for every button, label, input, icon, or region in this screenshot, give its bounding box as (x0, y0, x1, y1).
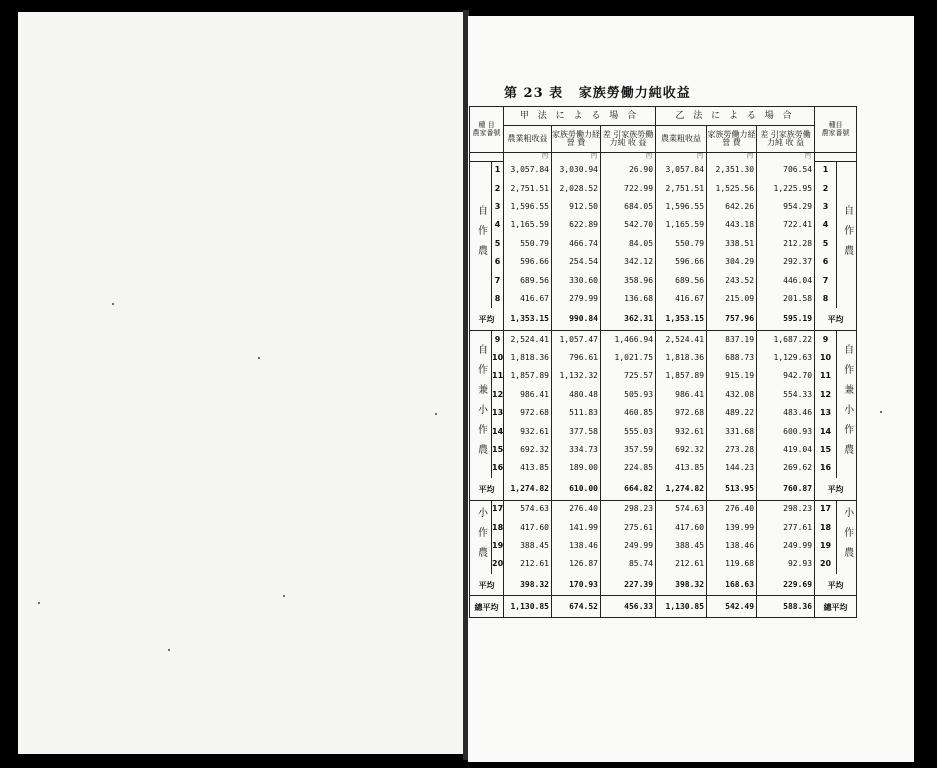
table-row (470, 179, 857, 197)
avg-a-gross: 1,274.82 (504, 478, 552, 500)
table-row (470, 441, 857, 459)
header-b-gross: 農業粗收益 (656, 126, 707, 153)
cell-a-gross: 574.63 (504, 500, 552, 518)
table-row (470, 500, 857, 518)
farm-number: 17 (492, 500, 504, 518)
cell-a-gross: 550.79 (504, 235, 552, 253)
average-label-right: 平均 (815, 478, 857, 500)
group-label-right: 小作農 (837, 500, 857, 574)
dust-speck (283, 595, 285, 597)
cell-b-gross: 212.61 (656, 555, 707, 573)
dust-speck (168, 649, 170, 651)
cell-a-net: 84.05 (601, 235, 656, 253)
unit-label: 円 (552, 153, 601, 162)
cell-a-gross: 1,818.36 (504, 349, 552, 367)
dust-speck (258, 357, 260, 359)
avg-b-gross: 1,353.15 (656, 308, 707, 330)
table-row (470, 537, 857, 555)
farm-number-right: 9 (815, 331, 837, 349)
avg-b-cost: 513.95 (707, 478, 757, 500)
cell-b-gross: 932.61 (656, 422, 707, 440)
cell-b-cost: 688.73 (707, 349, 757, 367)
farm-number: 18 (492, 518, 504, 536)
left-blank-page (18, 12, 466, 754)
farm-number-right: 10 (815, 349, 837, 367)
cell-b-gross: 2,524.41 (656, 331, 707, 349)
farm-number-right: 15 (815, 441, 837, 459)
cell-a-cost: 1,132.32 (552, 367, 601, 385)
cell-b-gross: 1,857.89 (656, 367, 707, 385)
farm-number: 15 (492, 441, 504, 459)
cell-a-gross: 2,751.51 (504, 179, 552, 197)
farm-number-right: 14 (815, 422, 837, 440)
grand-average-label: 總平均 (470, 596, 504, 618)
cell-b-net: 1,129.63 (757, 349, 815, 367)
average-row (470, 478, 857, 500)
average-row (470, 574, 857, 596)
header-b-cost: 家族勞働力経 營 費 (707, 126, 757, 153)
cell-a-net: 684.05 (601, 198, 656, 216)
farm-number: 14 (492, 422, 504, 440)
farm-number: 1 (492, 161, 504, 179)
cell-a-net: 460.85 (601, 404, 656, 422)
farm-number-right: 18 (815, 518, 837, 536)
cell-a-cost: 3,030.94 (552, 161, 601, 179)
cell-b-net: 292.37 (757, 253, 815, 271)
header-a-gross: 農業粗收益 (504, 126, 552, 153)
farm-number: 2 (492, 179, 504, 197)
cell-b-gross: 689.56 (656, 271, 707, 289)
cell-a-net: 555.03 (601, 422, 656, 440)
cell-a-gross: 3,057.84 (504, 161, 552, 179)
cell-b-cost: 338.51 (707, 235, 757, 253)
cell-a-net: 298.23 (601, 500, 656, 518)
cell-b-gross: 3,057.84 (656, 161, 707, 179)
avg-b-net: 595.19 (757, 308, 815, 330)
farm-number-right: 6 (815, 253, 837, 271)
cell-a-net: 26.90 (601, 161, 656, 179)
farm-number-right: 13 (815, 404, 837, 422)
cell-a-cost: 138.46 (552, 537, 601, 555)
cell-a-net: 224.85 (601, 459, 656, 477)
table-row (470, 198, 857, 216)
cell-b-cost: 273.28 (707, 441, 757, 459)
cell-a-net: 85.74 (601, 555, 656, 573)
header-a-net: 差 引家族勞働力純 收 益 (601, 126, 656, 153)
cell-a-net: 1,466.94 (601, 331, 656, 349)
group-label-right: 自作農 (837, 161, 857, 308)
cell-b-cost: 138.46 (707, 537, 757, 555)
group-label-right: 自作兼小作農 (837, 331, 857, 478)
header-method-b: 乙 法 に よ る 場 合 (656, 107, 815, 126)
total-a-cost: 674.52 (552, 596, 601, 618)
cell-b-net: 554.33 (757, 386, 815, 404)
avg-a-gross: 1,353.15 (504, 308, 552, 330)
cell-b-net: 212.28 (757, 235, 815, 253)
cell-a-gross: 986.41 (504, 386, 552, 404)
cell-a-net: 136.68 (601, 290, 656, 308)
farm-number: 20 (492, 555, 504, 573)
table-row (470, 386, 857, 404)
farm-number: 9 (492, 331, 504, 349)
cell-b-net: 92.93 (757, 555, 815, 573)
cell-a-cost: 480.48 (552, 386, 601, 404)
cell-a-gross: 1,857.89 (504, 367, 552, 385)
farm-number-right: 5 (815, 235, 837, 253)
average-label: 平均 (470, 308, 504, 330)
cell-b-cost: 642.26 (707, 198, 757, 216)
average-label-right: 平均 (815, 574, 857, 596)
cell-a-cost: 912.50 (552, 198, 601, 216)
total-a-net: 456.33 (601, 596, 656, 618)
farm-number-right: 20 (815, 555, 837, 573)
cell-b-cost: 2,351.30 (707, 161, 757, 179)
cell-b-cost: 119.68 (707, 555, 757, 573)
avg-a-cost: 610.00 (552, 478, 601, 500)
net-income-table (469, 106, 857, 618)
cell-b-net: 483.46 (757, 404, 815, 422)
cell-b-cost: 331.68 (707, 422, 757, 440)
cell-a-gross: 692.32 (504, 441, 552, 459)
farm-number-right: 3 (815, 198, 837, 216)
group-label-left: 自作兼小作農 (470, 331, 492, 478)
table-row (470, 331, 857, 349)
cell-b-net: 1,687.22 (757, 331, 815, 349)
farm-number: 16 (492, 459, 504, 477)
table-row (470, 271, 857, 289)
cell-a-gross: 972.68 (504, 404, 552, 422)
avg-a-cost: 170.93 (552, 574, 601, 596)
table-row (470, 518, 857, 536)
dust-speck (435, 413, 437, 415)
cell-a-cost: 276.40 (552, 500, 601, 518)
farm-number: 19 (492, 537, 504, 555)
cell-b-gross: 972.68 (656, 404, 707, 422)
table-row (470, 290, 857, 308)
farm-number: 12 (492, 386, 504, 404)
cell-a-gross: 388.45 (504, 537, 552, 555)
farm-number: 7 (492, 271, 504, 289)
farm-number: 10 (492, 349, 504, 367)
cell-b-gross: 413.85 (656, 459, 707, 477)
cell-b-net: 298.23 (757, 500, 815, 518)
cell-b-net: 706.54 (757, 161, 815, 179)
cell-b-gross: 388.45 (656, 537, 707, 555)
farm-number: 5 (492, 235, 504, 253)
unit-label: 円 (504, 153, 552, 162)
header-b-net: 差 引家族勞働力純 收 益 (757, 126, 815, 153)
farm-number-right: 19 (815, 537, 837, 555)
total-b-cost: 542.49 (707, 596, 757, 618)
cell-a-cost: 796.61 (552, 349, 601, 367)
cell-a-cost: 141.99 (552, 518, 601, 536)
farm-number: 8 (492, 290, 504, 308)
cell-a-gross: 417.60 (504, 518, 552, 536)
cell-b-gross: 416.67 (656, 290, 707, 308)
farm-number: 11 (492, 367, 504, 385)
cell-b-gross: 692.32 (656, 441, 707, 459)
avg-b-net: 229.69 (757, 574, 815, 596)
dust-speck (112, 303, 114, 305)
farm-number: 13 (492, 404, 504, 422)
farm-number: 6 (492, 253, 504, 271)
cell-b-cost: 489.22 (707, 404, 757, 422)
table-row (470, 422, 857, 440)
avg-b-gross: 1,274.82 (656, 478, 707, 500)
grand-average-row (470, 596, 857, 618)
cell-a-net: 505.93 (601, 386, 656, 404)
table-row (470, 253, 857, 271)
farm-number-right: 17 (815, 500, 837, 518)
cell-a-cost: 279.99 (552, 290, 601, 308)
cell-b-net: 277.61 (757, 518, 815, 536)
cell-b-cost: 215.09 (707, 290, 757, 308)
avg-a-net: 664.82 (601, 478, 656, 500)
avg-b-cost: 168.63 (707, 574, 757, 596)
cell-b-cost: 443.18 (707, 216, 757, 234)
cell-a-cost: 622.89 (552, 216, 601, 234)
cell-b-cost: 1,525.56 (707, 179, 757, 197)
cell-b-cost: 837.19 (707, 331, 757, 349)
cell-a-net: 275.61 (601, 518, 656, 536)
cell-b-net: 269.62 (757, 459, 815, 477)
table-row (470, 404, 857, 422)
table-title (504, 82, 701, 101)
unit-label: 円 (656, 153, 707, 162)
dust-speck (880, 411, 882, 413)
cell-b-gross: 1,165.59 (656, 216, 707, 234)
cell-a-cost: 189.00 (552, 459, 601, 477)
cell-b-net: 249.99 (757, 537, 815, 555)
average-label-right: 平均 (815, 308, 857, 330)
unit-label: 円 (707, 153, 757, 162)
grand-average-label-right: 總平均 (815, 596, 857, 618)
cell-b-gross: 574.63 (656, 500, 707, 518)
avg-b-gross: 398.32 (656, 574, 707, 596)
cell-b-net: 600.93 (757, 422, 815, 440)
farm-number-right: 12 (815, 386, 837, 404)
table-row (470, 367, 857, 385)
avg-a-gross: 398.32 (504, 574, 552, 596)
cell-a-net: 725.57 (601, 367, 656, 385)
cell-b-gross: 1,596.55 (656, 198, 707, 216)
cell-b-gross: 417.60 (656, 518, 707, 536)
avg-a-net: 362.31 (601, 308, 656, 330)
table-row (470, 161, 857, 179)
cell-a-net: 1,021.75 (601, 349, 656, 367)
cell-b-cost: 915.19 (707, 367, 757, 385)
cell-a-net: 249.99 (601, 537, 656, 555)
cell-b-net: 419.04 (757, 441, 815, 459)
cell-a-gross: 2,524.41 (504, 331, 552, 349)
cell-a-cost: 334.73 (552, 441, 601, 459)
unit-spacer (815, 153, 857, 162)
cell-a-gross: 932.61 (504, 422, 552, 440)
table-row (470, 555, 857, 573)
cell-b-net: 942.70 (757, 367, 815, 385)
table-row (470, 216, 857, 234)
table-number: 第 23 表 (504, 86, 564, 101)
farm-number-right: 4 (815, 216, 837, 234)
dust-speck (38, 602, 40, 604)
cell-a-cost: 377.58 (552, 422, 601, 440)
cell-b-gross: 2,751.51 (656, 179, 707, 197)
table-row (470, 235, 857, 253)
cell-a-net: 357.59 (601, 441, 656, 459)
table-name: 家族勞働力純收益 (578, 86, 691, 101)
cell-b-net: 446.04 (757, 271, 815, 289)
cell-b-cost: 432.08 (707, 386, 757, 404)
farm-number-right: 1 (815, 161, 837, 179)
cell-b-cost: 276.40 (707, 500, 757, 518)
header-corner-right: 種目 農家番號 (815, 107, 857, 153)
total-b-gross: 1,130.85 (656, 596, 707, 618)
cell-a-net: 722.99 (601, 179, 656, 197)
total-b-net: 588.36 (757, 596, 815, 618)
header-corner-left: 種 目 農家番號 (470, 107, 504, 153)
group-label-left: 小作農 (470, 500, 492, 574)
cell-a-cost: 330.60 (552, 271, 601, 289)
farm-number-right: 11 (815, 367, 837, 385)
cell-b-cost: 243.52 (707, 271, 757, 289)
cell-a-gross: 416.67 (504, 290, 552, 308)
total-a-gross: 1,130.85 (504, 596, 552, 618)
cell-a-cost: 1,057.47 (552, 331, 601, 349)
average-label: 平均 (470, 478, 504, 500)
cell-b-gross: 596.66 (656, 253, 707, 271)
cell-a-cost: 466.74 (552, 235, 601, 253)
farm-number: 4 (492, 216, 504, 234)
cell-a-net: 342.12 (601, 253, 656, 271)
cell-b-gross: 1,818.36 (656, 349, 707, 367)
average-row (470, 308, 857, 330)
cell-a-net: 542.70 (601, 216, 656, 234)
unit-spacer (470, 153, 504, 162)
cell-a-net: 358.96 (601, 271, 656, 289)
table-row (470, 459, 857, 477)
cell-a-cost: 511.83 (552, 404, 601, 422)
unit-label: 円 (601, 153, 656, 162)
avg-a-net: 227.39 (601, 574, 656, 596)
farm-number: 3 (492, 198, 504, 216)
cell-a-cost: 2,028.52 (552, 179, 601, 197)
unit-label: 円 (757, 153, 815, 162)
cell-a-gross: 212.61 (504, 555, 552, 573)
average-label: 平均 (470, 574, 504, 596)
header-method-a: 甲 法 に よ る 場 合 (504, 107, 656, 126)
cell-b-net: 201.58 (757, 290, 815, 308)
table-row (470, 349, 857, 367)
cell-a-cost: 126.87 (552, 555, 601, 573)
cell-b-cost: 144.23 (707, 459, 757, 477)
cell-b-gross: 986.41 (656, 386, 707, 404)
farm-number-right: 7 (815, 271, 837, 289)
cell-a-cost: 254.54 (552, 253, 601, 271)
header-a-cost: 家族勞働力経 營 費 (552, 126, 601, 153)
cell-b-net: 954.29 (757, 198, 815, 216)
cell-b-gross: 550.79 (656, 235, 707, 253)
cell-b-cost: 139.99 (707, 518, 757, 536)
cell-b-net: 722.41 (757, 216, 815, 234)
cell-a-gross: 1,165.59 (504, 216, 552, 234)
cell-a-gross: 1,596.55 (504, 198, 552, 216)
cell-a-gross: 689.56 (504, 271, 552, 289)
avg-a-cost: 990.84 (552, 308, 601, 330)
farm-number-right: 8 (815, 290, 837, 308)
cell-a-gross: 413.85 (504, 459, 552, 477)
farm-number-right: 16 (815, 459, 837, 477)
cell-b-cost: 304.29 (707, 253, 757, 271)
avg-b-net: 760.87 (757, 478, 815, 500)
farm-number-right: 2 (815, 179, 837, 197)
cell-b-net: 1,225.95 (757, 179, 815, 197)
group-label-left: 自作農 (470, 161, 492, 308)
cell-a-gross: 596.66 (504, 253, 552, 271)
avg-b-cost: 757.96 (707, 308, 757, 330)
